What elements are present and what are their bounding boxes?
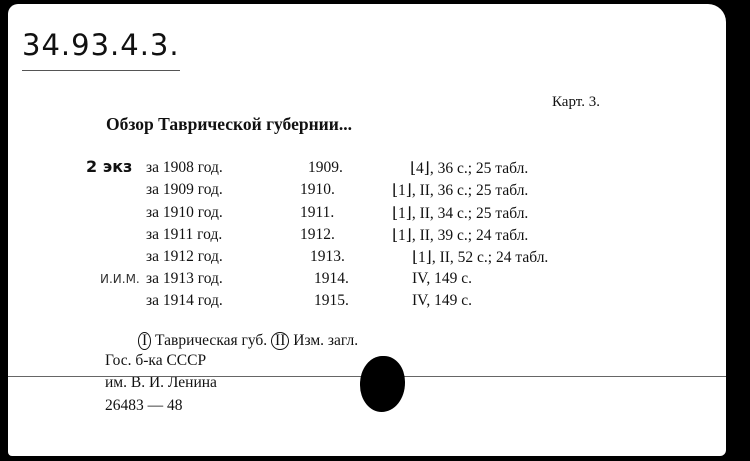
volume-year: за 1912 год. — [146, 248, 223, 265]
shelfmark: 34.93.4.3. — [22, 28, 180, 62]
volume-pub-year: 1914. — [314, 270, 349, 287]
record-title: Обзор Таврической губернии... — [106, 114, 352, 134]
print-number: 26483 — 48 — [105, 397, 183, 414]
handwritten-initials: И.И.М. — [100, 272, 140, 286]
volume-detail: ⌊1⌋, II, 52 с.; 24 табл. — [412, 249, 549, 266]
volume-detail: ⌊1⌋, II, 34 с.; 25 табл. — [392, 205, 529, 222]
volume-pub-year: 1909. — [308, 159, 343, 176]
volume-year: за 1914 год. — [146, 292, 223, 309]
shelfmark-underline — [22, 70, 180, 71]
volume-row — [8, 248, 708, 270]
volume-row — [8, 226, 708, 248]
handwritten-copies-note: 2 экз — [86, 157, 133, 176]
volume-detail: IV, 149 с. — [412, 292, 472, 309]
volume-detail: ⌊4⌋, 36 с.; 25 табл. — [410, 160, 529, 177]
volume-row — [8, 270, 708, 292]
note-series: Таврическая губ. — [155, 332, 268, 349]
volume-row — [8, 159, 708, 181]
circled-mark-1: I — [138, 332, 151, 350]
volume-year: за 1908 год. — [146, 159, 223, 176]
volume-detail: ⌊1⌋, II, 39 с.; 24 табл. — [392, 227, 529, 244]
volume-detail: ⌊1⌋, II, 36 с.; 25 табл. — [392, 182, 529, 199]
volume-pub-year: 1913. — [310, 248, 345, 265]
library-name: Гос. б-ка СССР — [105, 352, 207, 369]
series-notes — [138, 332, 358, 350]
volume-pub-year: 1912. — [300, 226, 335, 243]
volume-year: за 1913 год. — [146, 270, 223, 287]
volume-row — [8, 204, 708, 226]
volume-pub-year: 1915. — [314, 292, 349, 309]
volume-year: за 1911 год. — [146, 226, 223, 243]
volume-year: за 1910 год. — [146, 204, 223, 221]
circled-mark-2: II — [271, 332, 289, 350]
volume-year: за 1909 год. — [146, 181, 223, 198]
punch-hole — [360, 356, 405, 412]
volume-row — [8, 181, 708, 203]
volume-detail: IV, 149 с. — [412, 270, 472, 287]
card-label: Карт. 3. — [552, 94, 600, 110]
volume-pub-year: 1910. — [300, 181, 335, 198]
volume-row — [8, 292, 708, 314]
note-title-change: Изм. загл. — [293, 332, 359, 349]
volume-pub-year: 1911. — [300, 204, 335, 221]
catalog-card — [8, 4, 726, 456]
library-dedication: им. В. И. Ленина — [105, 374, 217, 391]
